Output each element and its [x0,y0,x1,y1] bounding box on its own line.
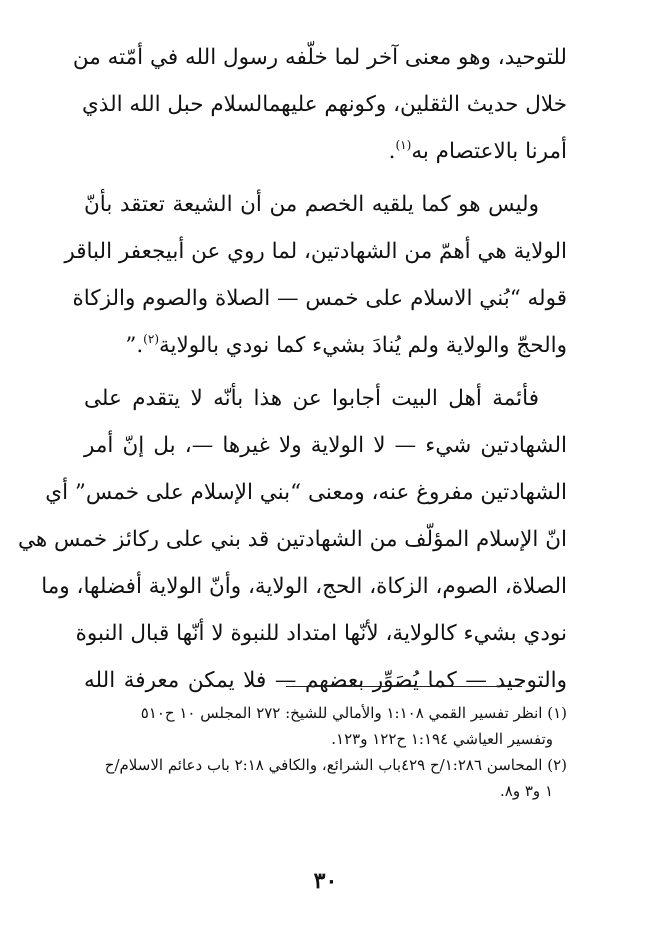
main-text [17,34,567,704]
text-line: قوله “بُني الاسلام على خمس — الصلاة والصوم والزكاة [72,286,567,311]
text-segment: . [388,139,396,164]
text-line [84,128,567,175]
footnote-line: وتفسير العياشي ١:١٩٤ ح١٢٢ و١٢٣. [331,730,553,748]
text-line: خلال حديث الثقلين، وكونهم عليهمالسلام حبل الله الذي [81,92,567,117]
text-line [84,322,567,369]
footnote-line: (١) انظر تفسير القمي ١:١٠٨ والأمالي للشيخ: ٢٧٢ المجلس ١٠ ح٥١٠ [140,704,567,722]
text-line: نودي بشيء كالولاية، لأنّها امتداد للنبوة لا أنّها قبال النبوة [75,621,567,646]
text-segment: أمرنا بالاعتصام به [411,139,567,164]
text-line: للتوحيد، وهو معنى آخر لما خلّفه رسول الله في أمّته من [72,45,567,70]
page-number: ٣٠ [313,868,338,894]
text-segment: والحجّ والولاية ولم يُنادَ بشيء كما نودي بالولاية [159,333,567,358]
text-line: وليس هو كما يلقيه الخصم من أن الشيعة تعتقد بأنّ [84,192,539,217]
footnote-line: (٢) المحاسن ١:٢٨٦/ح ٤٢٩باب الشرائع، والكافي ٢:١٨ باب دعائم الاسلام/ح [104,756,567,774]
footnote-marker: (١) [395,138,412,152]
text-line: والتوحيد — كما يُصَوِّر بعضهم — فلا يمكن معرفة الله [84,668,567,693]
text-line: فأئمة أهل البيت أجابوا عن هذا بأنّه لا يتقدم على [84,386,539,411]
text-line: انّ الإسلام المؤلّف من الشهادتين قد بني على ركائز خمس هي [17,527,567,552]
text-segment: .” [125,333,144,358]
text-line: الشهادتين مفروغ عنه، ومعنى “بني الإسلام على خمس” أي [45,480,567,505]
footnote-separator [286,686,522,687]
footnotes [80,700,567,804]
footnote-marker: (٢) [143,332,159,346]
footnote-line: ١ و٣ و٨. [500,782,553,800]
text-line: الولاية هي أهمّ من الشهادتين، لما روي عن أبيجعفر الباقر [64,239,567,264]
text-line: الشهادتين شيء — لا الولاية ولا غيرها —، بل إنّ أمر [84,433,567,458]
text-line: الصلاة، الصوم، الزكاة، الحج، الولاية، وأنّ الولاية أفضلها، وما [41,574,567,599]
